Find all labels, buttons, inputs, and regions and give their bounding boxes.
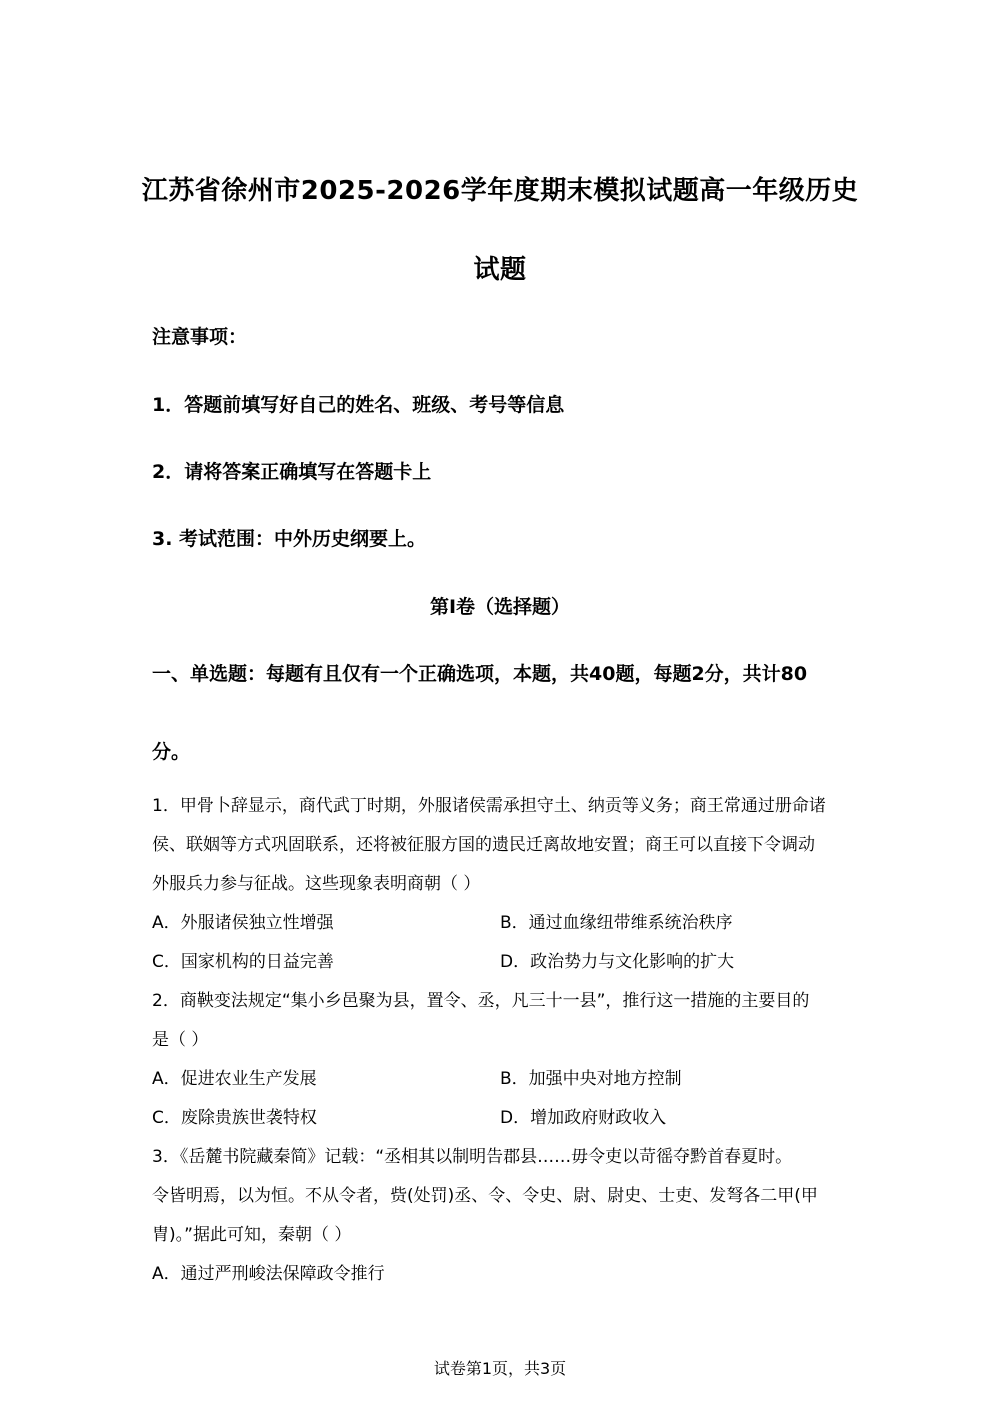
question-2-option-a: A．促进农业生产发展 bbox=[152, 1069, 317, 1089]
page-footer: 试卷第1页，共3页 bbox=[433, 1359, 567, 1378]
question-2-stem-line-2: 是（ ） bbox=[152, 1030, 209, 1050]
title-line-2: 试题 bbox=[473, 255, 527, 285]
question-1-option-b: B．通过血缘纽带维系统治秩序 bbox=[500, 913, 733, 933]
question-1-option-c: C．国家机构的日益完善 bbox=[152, 952, 334, 972]
question-1-stem-line-2: 侯、联姻等方式巩固联系，还将被征服方国的遗民迁离故地安置；商王可以直接下令调动 bbox=[152, 835, 815, 855]
title-line-1: 江苏省徐州市2025-2026学年度期末模拟试题高一年级历史 bbox=[141, 176, 859, 206]
section-instruction-line-1: 一、单选题：每题有且仅有一个正确选项，本题，共40题，每题2分，共计80 bbox=[152, 663, 808, 685]
question-2-stem-line-1: 2．商鞅变法规定“集小乡邑聚为县，置令、丞，凡三十一县”，推行这一措施的主要目的 bbox=[152, 991, 810, 1011]
section-instruction-line-2: 分。 bbox=[152, 741, 191, 763]
question-3-stem-line-2: 令皆明焉，以为恒。不从令者，赀(处罚)丞、令、令史、尉、尉史、士吏、发弩各二甲(甲 bbox=[152, 1186, 818, 1206]
question-1-option-a: A．外服诸侯独立性增强 bbox=[152, 913, 334, 933]
question-3-stem-line-1: 3．《岳麓书院藏秦简》记载：“丞相其以制明告郡县……毋令吏以苛徭夺黔首春夏时。 bbox=[152, 1147, 793, 1167]
question-3-option-a: A．通过严刑峻法保障政令推行 bbox=[152, 1264, 385, 1284]
question-2-option-b: B．加强中央对地方控制 bbox=[500, 1069, 682, 1089]
question-1-stem-line-1: 1．甲骨卜辞显示，商代武丁时期，外服诸侯需承担守土、纳贡等义务；商王常通过册命诸 bbox=[152, 796, 826, 816]
question-1-stem-line-3: 外服兵力参与征战。这些现象表明商朝（ ） bbox=[152, 874, 481, 894]
question-2-option-c: C．废除贵族世袭特权 bbox=[152, 1108, 317, 1128]
question-2-option-d: D．增加政府财政收入 bbox=[500, 1108, 667, 1128]
notice-item-2: 2．请将答案正确填写在答题卡上 bbox=[152, 461, 432, 483]
notice-item-1: 1．答题前填写好自己的姓名、班级、考号等信息 bbox=[152, 394, 565, 416]
notice-item-3: 3. 考试范围：中外历史纲要上。 bbox=[152, 528, 427, 550]
question-3-stem-line-3: 胄)。”据此可知，秦朝（ ） bbox=[152, 1225, 352, 1245]
volume-heading: 第I卷（选择题） bbox=[429, 596, 571, 618]
question-1-option-d: D．政治势力与文化影响的扩大 bbox=[500, 952, 735, 972]
notice-heading: 注意事项： bbox=[152, 326, 248, 348]
